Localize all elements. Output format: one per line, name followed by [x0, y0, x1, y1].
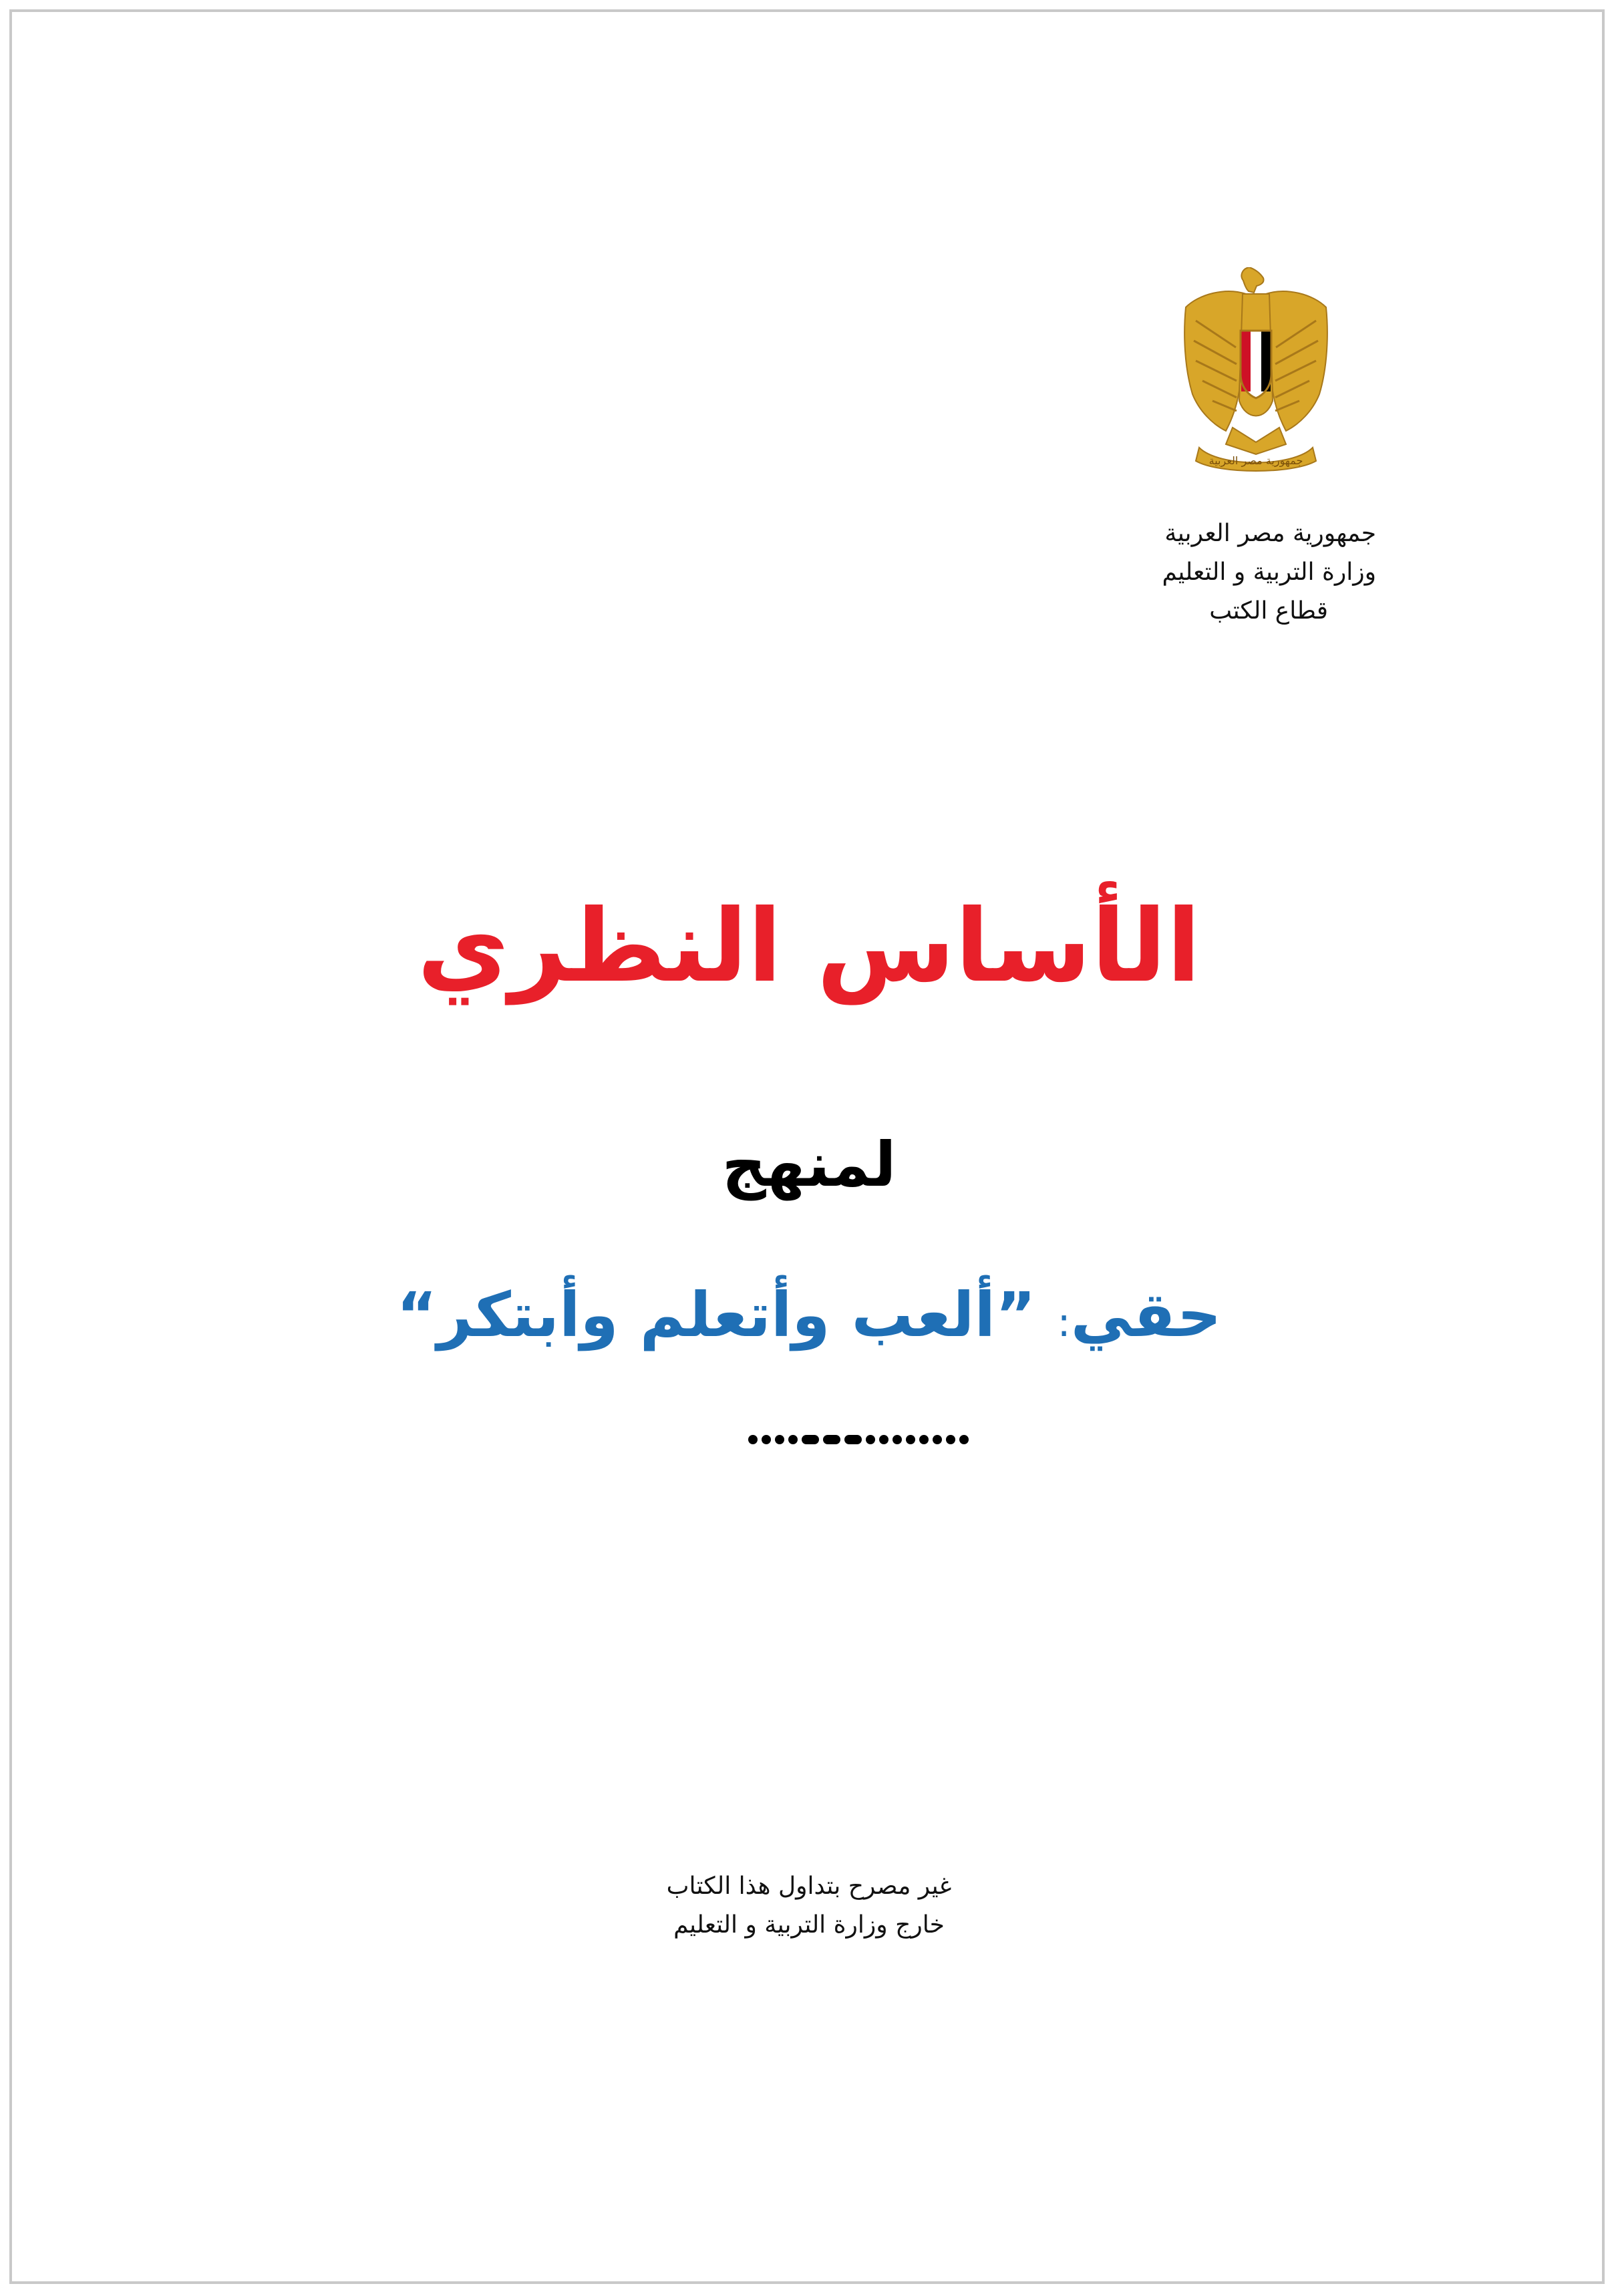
document-subtitle: لمنهج — [721, 1129, 897, 1200]
egypt-eagle-emblem-icon — [1179, 267, 1333, 474]
curriculum-title: ”ألعب وأتعلم وأبتكر“ — [396, 1279, 1036, 1351]
curriculum-colon: : — [1057, 1299, 1071, 1346]
notice-line-1: غير مصرح بتداول هذا الكتاب — [666, 1872, 952, 1900]
curriculum-name — [0, 1279, 1618, 1351]
notice-line-2: خارج وزارة التربية و التعليم — [673, 1911, 945, 1939]
document-title: الأساس النظري — [417, 888, 1201, 1005]
ministry-header — [909, 514, 1376, 631]
emblem-seal-text: جمهورية مصر العربية — [1208, 454, 1303, 467]
circulation-notice — [0, 1867, 1618, 1945]
dotted-placeholder-line — [748, 1426, 1109, 1453]
curriculum-label: حقي — [1070, 1279, 1222, 1351]
header-country: جمهورية مصر العربية — [1164, 520, 1376, 547]
header-sector: قطاع الكتب — [1209, 597, 1328, 625]
header-ministry: وزارة التربية و التعليم — [1162, 558, 1376, 586]
